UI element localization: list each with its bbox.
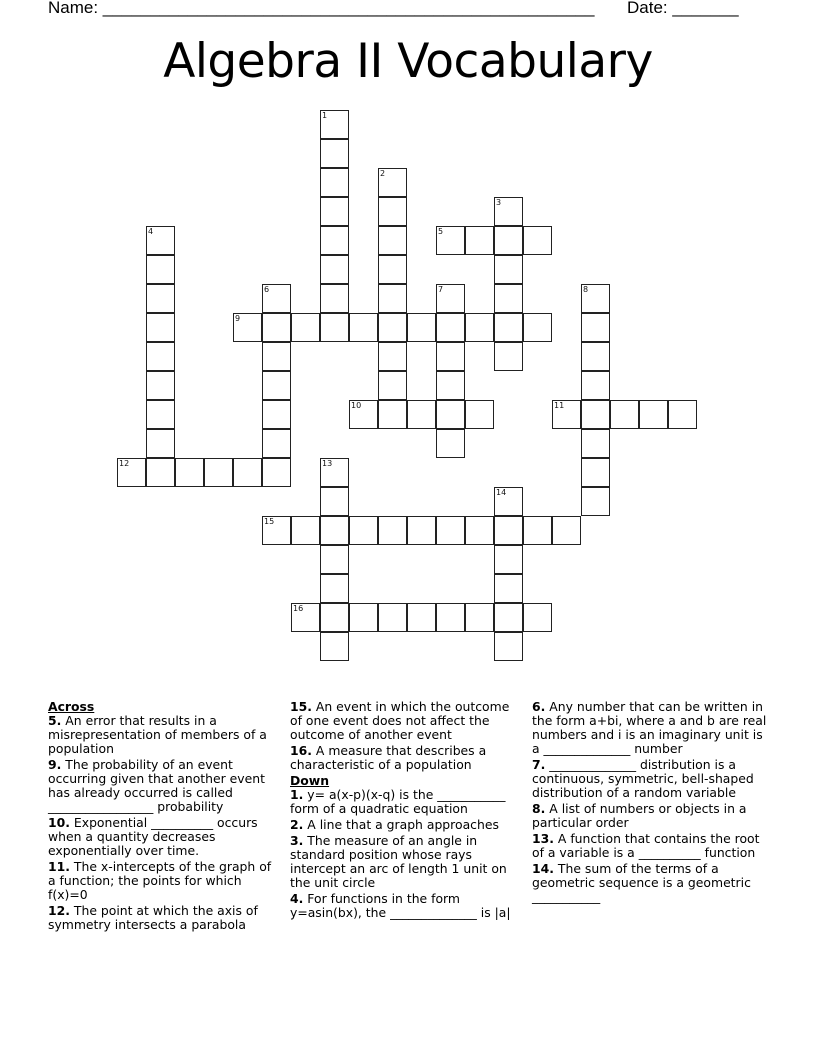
clue-text: The x-intercepts of the graph of a function; the points for which f(x)=0	[48, 859, 272, 902]
cell-number: 6	[264, 285, 270, 294]
crossword-cell[interactable]	[262, 313, 291, 342]
crossword-cell[interactable]	[494, 226, 523, 255]
clue-across-5	[48, 714, 280, 756]
crossword-cell[interactable]	[494, 284, 523, 313]
crossword-cell[interactable]	[378, 603, 407, 632]
crossword-cell[interactable]	[610, 400, 639, 429]
crossword-cell[interactable]	[523, 603, 552, 632]
crossword-cell[interactable]	[349, 516, 378, 545]
clue-number: 9.	[48, 757, 62, 772]
crossword-cell[interactable]	[581, 342, 610, 371]
crossword-cell[interactable]	[146, 458, 175, 487]
crossword-cell[interactable]	[262, 458, 291, 487]
clue-down-8	[532, 802, 772, 830]
crossword-cell[interactable]	[465, 516, 494, 545]
clue-text: The point at which the axis of symmetry intersects a parabola	[48, 903, 258, 932]
crossword-cell[interactable]	[233, 458, 262, 487]
clues-column-3	[532, 700, 772, 906]
crossword-cell[interactable]	[581, 458, 610, 487]
crossword-cell[interactable]	[320, 110, 349, 139]
down-heading: Down	[290, 773, 330, 788]
across-heading: Across	[48, 699, 95, 714]
clue-text: A function that contains the root of a variable is a __________ function	[532, 831, 760, 860]
crossword-cell[interactable]	[378, 197, 407, 226]
crossword-cell[interactable]	[320, 168, 349, 197]
cell-number: 3	[496, 198, 502, 207]
crossword-cell[interactable]	[581, 487, 610, 516]
clue-text: Exponential __________ occurs when a quantity decreases exponentially over time.	[48, 815, 258, 858]
clue-number: 5.	[48, 713, 62, 728]
crossword-cell[interactable]	[175, 458, 204, 487]
clue-number: 12.	[48, 903, 70, 918]
crossword-cell[interactable]	[320, 284, 349, 313]
crossword-cell[interactable]	[378, 284, 407, 313]
crossword-cell[interactable]	[378, 313, 407, 342]
crossword-cell[interactable]	[465, 313, 494, 342]
crossword-cell[interactable]	[494, 545, 523, 574]
cell-number: 2	[380, 169, 386, 178]
crossword-cell[interactable]	[581, 284, 610, 313]
clues-column-2	[290, 700, 522, 922]
page-title: Algebra II Vocabulary	[163, 34, 653, 89]
clue-down-3	[290, 834, 522, 890]
crossword-cell[interactable]	[146, 226, 175, 255]
clue-across-10	[48, 816, 280, 858]
crossword-cell[interactable]	[378, 371, 407, 400]
cell-number: 15	[264, 517, 275, 526]
clue-across-15	[290, 700, 522, 742]
cell-number: 16	[293, 604, 304, 613]
crossword-cell[interactable]	[552, 516, 581, 545]
crossword-cell[interactable]	[320, 313, 349, 342]
cell-number: 1	[322, 111, 328, 120]
crossword-cell[interactable]	[581, 313, 610, 342]
crossword-cell[interactable]	[494, 516, 523, 545]
crossword-cell[interactable]	[436, 226, 465, 255]
clue-text: An event in which the outcome of one event does not affect the outcome of another event	[290, 699, 510, 742]
crossword-cell[interactable]	[523, 313, 552, 342]
crossword-cell[interactable]	[146, 371, 175, 400]
crossword-cell[interactable]	[494, 632, 523, 661]
cell-number: 8	[583, 285, 589, 294]
crossword-cell[interactable]	[320, 139, 349, 168]
clue-number: 10.	[48, 815, 70, 830]
crossword-cell[interactable]	[349, 313, 378, 342]
clue-across-12	[48, 904, 280, 932]
crossword-cell[interactable]	[233, 313, 262, 342]
cell-number: 13	[322, 459, 333, 468]
crossword-cell[interactable]	[378, 255, 407, 284]
crossword-cell[interactable]	[639, 400, 668, 429]
crossword-cell[interactable]	[523, 516, 552, 545]
crossword-cell[interactable]	[262, 342, 291, 371]
date-field-label: Date: _______	[627, 0, 739, 17]
crossword-cell[interactable]	[262, 400, 291, 429]
crossword-cell[interactable]	[407, 603, 436, 632]
crossword-cell[interactable]	[436, 284, 465, 313]
clue-down-2	[290, 818, 522, 832]
crossword-cell[interactable]	[494, 342, 523, 371]
crossword-cell[interactable]	[581, 400, 610, 429]
crossword-cell[interactable]	[494, 197, 523, 226]
cell-number: 9	[235, 314, 241, 323]
clue-text: The sum of the terms of a geometric sequence is a geometric ___________	[532, 861, 751, 904]
crossword-cell[interactable]	[378, 516, 407, 545]
crossword-cell[interactable]	[320, 197, 349, 226]
clue-number: 16.	[290, 743, 312, 758]
cell-number: 5	[438, 227, 444, 236]
crossword-cell[interactable]	[494, 487, 523, 516]
clues-column-1	[48, 700, 280, 934]
crossword-cell[interactable]	[407, 400, 436, 429]
crossword-cell[interactable]	[407, 516, 436, 545]
crossword-cell[interactable]	[378, 342, 407, 371]
crossword-cell[interactable]	[146, 313, 175, 342]
crossword-cell[interactable]	[320, 632, 349, 661]
clue-down-1	[290, 788, 522, 816]
crossword-cell[interactable]	[146, 429, 175, 458]
cell-number: 11	[554, 401, 565, 410]
clue-down-6	[532, 700, 772, 756]
crossword-cell[interactable]	[146, 342, 175, 371]
cell-number: 7	[438, 285, 444, 294]
crossword-cell[interactable]	[204, 458, 233, 487]
clue-number: 15.	[290, 699, 312, 714]
crossword-cell[interactable]	[262, 516, 291, 545]
crossword-cell[interactable]	[291, 603, 320, 632]
crossword-cell[interactable]	[320, 226, 349, 255]
clue-text: A line that a graph approaches	[307, 817, 499, 832]
clue-number: 4.	[290, 891, 304, 906]
clue-number: 11.	[48, 859, 70, 874]
clue-text: A list of numbers or objects in a particular order	[532, 801, 747, 830]
name-field-label: Name: ____________________________________________________	[48, 0, 595, 17]
crossword-cell[interactable]	[320, 574, 349, 603]
crossword-cell[interactable]	[494, 313, 523, 342]
crossword-cell[interactable]	[668, 400, 697, 429]
clue-text: y= a(x-p)(x-q) is the ___________ form of a quadratic equation	[290, 787, 506, 816]
crossword-cell[interactable]	[117, 458, 146, 487]
clue-number: 14.	[532, 861, 554, 876]
crossword-cell[interactable]	[552, 400, 581, 429]
crossword-cell[interactable]	[378, 168, 407, 197]
crossword-cell[interactable]	[378, 226, 407, 255]
crossword-cell[interactable]	[320, 545, 349, 574]
crossword-cell[interactable]	[581, 429, 610, 458]
clue-down-14	[532, 862, 772, 904]
clue-number: 2.	[290, 817, 304, 832]
crossword-cell[interactable]	[320, 458, 349, 487]
crossword-cell[interactable]	[378, 400, 407, 429]
clue-number: 13.	[532, 831, 554, 846]
crossword-cell[interactable]	[436, 400, 465, 429]
crossword-cell[interactable]	[436, 516, 465, 545]
cell-number: 4	[148, 227, 154, 236]
crossword-cell[interactable]	[262, 284, 291, 313]
crossword-cell[interactable]	[320, 487, 349, 516]
crossword-cell[interactable]	[407, 313, 436, 342]
clue-text: The measure of an angle in standard position whose rays intercept an arc of length 1 unit on the unit circle	[290, 833, 507, 890]
crossword-cell[interactable]	[494, 255, 523, 284]
clue-across-11	[48, 860, 280, 902]
crossword-cell[interactable]	[291, 313, 320, 342]
crossword-cell[interactable]	[349, 400, 378, 429]
crossword-cell[interactable]	[465, 603, 494, 632]
clue-number: 1.	[290, 787, 304, 802]
clue-text: Any number that can be written in the form a+bi, where a and b are real numbers and i is an imaginary unit is a ______________ number	[532, 699, 767, 756]
clue-down-4	[290, 892, 522, 920]
crossword-cell[interactable]	[291, 516, 320, 545]
crossword-cell[interactable]	[262, 429, 291, 458]
clue-across-9	[48, 758, 280, 814]
crossword-cell[interactable]	[320, 516, 349, 545]
clue-text: The probability of an event occurring given that another event has already occurred is called _________________ probability	[48, 757, 265, 814]
crossword-cell[interactable]	[349, 603, 378, 632]
crossword-cell[interactable]	[465, 400, 494, 429]
clue-number: 8.	[532, 801, 546, 816]
crossword-cell[interactable]	[494, 603, 523, 632]
clue-text: A measure that describes a characteristic of a population	[290, 743, 487, 772]
crossword-cell[interactable]	[436, 371, 465, 400]
crossword-cell[interactable]	[494, 574, 523, 603]
crossword-cell[interactable]	[436, 313, 465, 342]
crossword-cell[interactable]	[146, 284, 175, 313]
crossword-cell[interactable]	[146, 255, 175, 284]
clue-across-16	[290, 744, 522, 772]
crossword-cell[interactable]	[436, 342, 465, 371]
clue-number: 3.	[290, 833, 304, 848]
crossword-cell[interactable]	[465, 226, 494, 255]
cell-number: 10	[351, 401, 362, 410]
clue-number: 6.	[532, 699, 546, 714]
clue-number: 7.	[532, 757, 546, 772]
clue-down-13	[532, 832, 772, 860]
crossword-cell[interactable]	[436, 603, 465, 632]
crossword-cell[interactable]	[581, 371, 610, 400]
crossword-cell[interactable]	[436, 429, 465, 458]
clue-text: For functions in the form y=asin(bx), the ______________ is |a|	[290, 891, 511, 920]
crossword-cell[interactable]	[320, 255, 349, 284]
clue-text: ______________ distribution is a continuous, symmetric, bell-shaped distribution of a random variable	[532, 757, 754, 800]
crossword-cell[interactable]	[320, 603, 349, 632]
clue-text: An error that results in a misrepresentation of members of a population	[48, 713, 267, 756]
cell-number: 12	[119, 459, 130, 468]
clue-down-7	[532, 758, 772, 800]
crossword-cell[interactable]	[523, 226, 552, 255]
cell-number: 14	[496, 488, 507, 497]
crossword-cell[interactable]	[146, 400, 175, 429]
crossword-cell[interactable]	[262, 371, 291, 400]
